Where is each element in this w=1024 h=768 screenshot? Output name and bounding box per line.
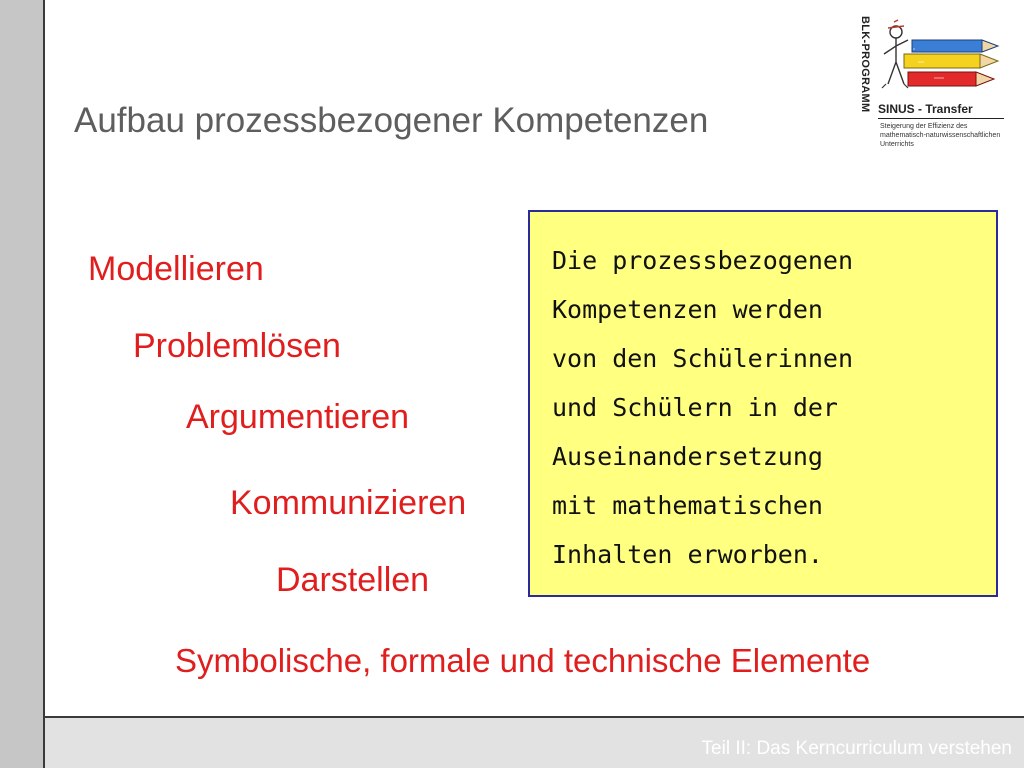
- info-line: Die prozessbezogenen: [552, 246, 854, 275]
- logo-subtitle-line: Unterrichts: [880, 141, 914, 148]
- logo-subtitle: [880, 122, 1006, 149]
- logo-subtitle-line: Steigerung der Effizienz des: [880, 123, 968, 130]
- logo-subtitle-line: mathematisch-naturwissenschaftlichen: [880, 132, 1001, 139]
- info-line: Kompetenzen werden: [552, 295, 823, 324]
- logo-program-label: BLK-PROGRAMM: [859, 16, 871, 113]
- keyword-symbolische-elemente: Symbolische, formale und technische Elemente: [175, 642, 871, 679]
- keyword-argumentieren: Argumentieren: [186, 398, 410, 436]
- info-box-text: [552, 236, 853, 579]
- info-line: Inhalten erworben.: [552, 540, 823, 569]
- keyword-problemloesen: Problemlösen: [133, 327, 341, 365]
- logo-divider: [878, 118, 1004, 119]
- slide-title: Aufbau prozessbezogener Kompetenzen: [74, 101, 709, 140]
- keyword-modellieren: Modellieren: [88, 250, 264, 288]
- logo-name: SINUS - Transfer: [878, 102, 973, 116]
- sinus-logo: [858, 14, 1008, 154]
- info-line: Auseinandersetzung: [552, 442, 823, 471]
- info-line: und Schülern in der: [552, 393, 838, 422]
- info-line: von den Schülerinnen: [552, 344, 854, 373]
- info-line: mit mathematischen: [552, 491, 823, 520]
- keyword-kommunizieren: Kommunizieren: [230, 484, 467, 522]
- keyword-darstellen: Darstellen: [276, 561, 430, 599]
- info-box: [528, 210, 998, 597]
- pencils-figure-icon: [874, 18, 1006, 102]
- left-sidebar-bar: [0, 0, 45, 768]
- footer-text: Teil II: Das Kerncurriculum verstehen: [701, 738, 1012, 759]
